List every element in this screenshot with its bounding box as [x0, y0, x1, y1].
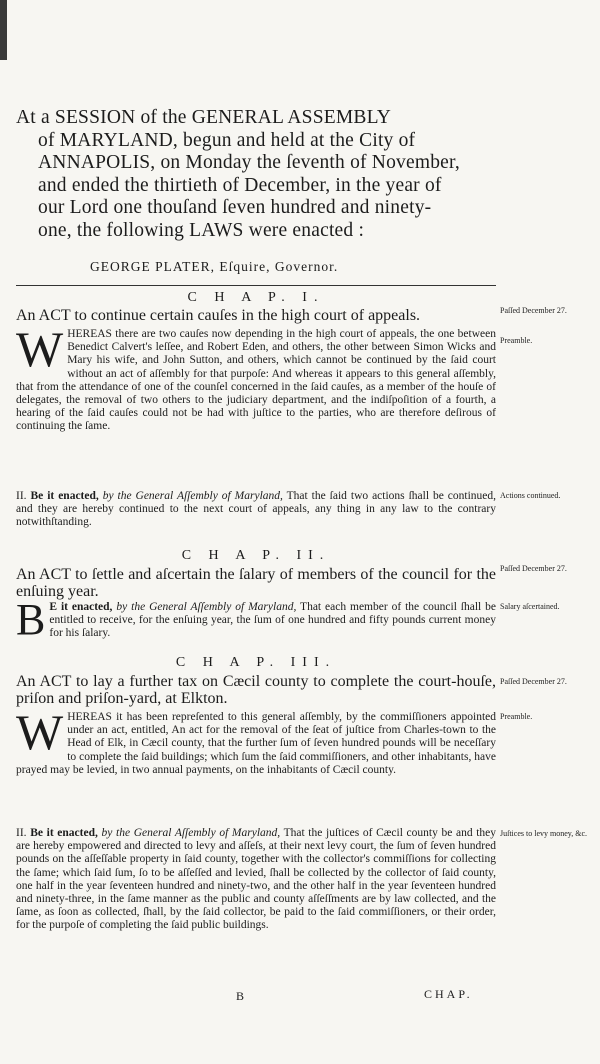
- chap3-preamble: [16, 704, 496, 777]
- chap3-preamble-text: HEREAS it has been repreſented to this general aſſembly, by the commiſſioners appointed under an act, entitled, An act for the removal of the ſeat of juſtice from Charles-town to the Head of Elk, in Cæcil county, that the further ſum of ſeven hundred pounds will be neceſſary to complete the ſaid buildings; which ſum the ſaid commiſſioners, and other inhabitants, have prayed may be levied, in two annual payments, on the inhabitants of Cæcil county.: [16, 711, 496, 776]
- heading-rule: [16, 285, 496, 286]
- chap1-title: An ACT to continue certain cauſes in the high court of appeals.: [16, 307, 421, 324]
- heading-line: of MARYLAND, begun and held at the City of: [38, 129, 416, 151]
- chap3-s2-num: II.: [16, 827, 27, 839]
- chap3-s2-text: That the juſtices of Cæcil county be and they are hereby empowered and directed to levy and aſſeſs, at their next levy court, the ſum of ſeven hundred pounds on the aſſeſſable property in ſaid county, together with the collector's commiſſions for collecting the ſame; which ſaid ſum, ſo to be aſſeſſed and levied, ſhall be collected by the collector of ſaid county, one half in the year ſeventeen hundred and ninety-two, and the other half in the year ſeventeen hundred and ninety-three, in the ſame manner as the public and county aſſeſſments are by law collected, and the ſame, as ſoon as collected, ſhall, by the ſaid collector, be paid to the ſaid commiſſioners, or their order, for the purpoſe of completing the ſaid public buildings.: [16, 827, 497, 932]
- chap1-s2-enact: Be it enacted,: [30, 490, 99, 502]
- page-edge-shadow: [0, 0, 7, 60]
- chap1-s2-by: by the General Aſſembly of Maryland,: [102, 490, 283, 502]
- heading-line: our Lord one thouſand ſeven hundred and ninety-: [38, 197, 432, 218]
- chap1-label: C H A P. I.: [187, 290, 325, 305]
- chap2-by: by the General Aſſembly of Maryland,: [116, 601, 297, 613]
- chap1-preamble-text: HEREAS there are two cauſes now depending in the high court of appeals, the one between Benedict Calvert's leſſee, and Robert Eden, and others, the other between Simon Wicks and Mary his wife, and John Sutton, and others, which cannot be continued by the ſaid court without an act of aſſembly for that purpoſe: And whereas it appears to this general aſſembly, that from the attendance of one of the counſel concerned in the ſaid cauſes, as a member of the houſe of delegates, the removal of two others to the judiciary department, and the indiſpoſition of a fourth, a hearing of the ſaid cauſes could not be had with juſtice to the parties, who are therefore deſirous of continuing the ſame.: [16, 328, 496, 433]
- chap1-dropcap: W: [16, 321, 64, 377]
- chap1-margin-passed: Paſſed December 27.: [500, 306, 567, 315]
- chap1-s2-text: That the ſaid two actions ſhall be continued, and they are hereby continued to the next court of appeals, any thing in any law to the contrary notwithſtanding.: [16, 490, 497, 529]
- chap2-margin-passed: Paſſed December 27.: [500, 564, 567, 573]
- chap3-section2: [16, 827, 496, 933]
- heading-line: and ended the thirtieth of December, in the year of: [38, 174, 442, 196]
- chap1-section2: [16, 490, 496, 530]
- heading-line: one, the following LAWS were enacted :: [38, 219, 365, 241]
- chap2-margin-salary: Salary aſcertained.: [500, 602, 560, 611]
- heading-line: ANNAPOLIS, on Monday the ſeventh of November,: [38, 152, 460, 173]
- signature-mark: B: [236, 989, 245, 1003]
- chap3-s2-enact: Be it enacted,: [30, 827, 98, 839]
- chap1-preamble: [16, 321, 496, 434]
- chap3-margin-justices: Juſtices to levy money, &c.: [500, 829, 588, 838]
- chap2-enact: E it enacted,: [49, 601, 113, 613]
- chap3-label: C H A P. III.: [175, 655, 337, 670]
- chap3-margin-preamble: Preamble.: [500, 712, 533, 721]
- chap3-s2-by: by the General Aſſembly of Maryland,: [101, 827, 281, 839]
- chap3-title: An ACT to lay a further tax on Cæcil county to complete the court-houſe, priſon and priſon-yard, at Elkton.: [16, 673, 496, 707]
- chap1-margin-actions: Actions continued.: [500, 491, 561, 500]
- chap1-margin-preamble: Preamble.: [500, 336, 533, 345]
- chap2-label: C H A P. II.: [181, 548, 331, 563]
- catchword: CHAP.: [424, 987, 473, 1001]
- chap2-dropcap: B: [16, 595, 46, 644]
- heading-line: At a SESSION of the GENERAL ASSEMBLY: [16, 107, 392, 128]
- session-heading: [16, 107, 496, 242]
- chap3-margin-passed: Paſſed December 27.: [500, 677, 567, 686]
- chap1-s2-num: II.: [16, 490, 27, 502]
- chap3-dropcap: W: [16, 704, 64, 760]
- chap2-body: [16, 595, 496, 644]
- governor-line: GEORGE PLATER, Eſquire, Governor.: [90, 259, 339, 274]
- chap2-title: An ACT to ſettle and aſcertain the ſalary of members of the council for the enſuing year.: [16, 566, 496, 600]
- chap2-text: That each member of the council ſhall be entitled to receive, for the enſuing year, the ſum of one hundred and fifty pounds current money for his ſalary.: [49, 601, 496, 640]
